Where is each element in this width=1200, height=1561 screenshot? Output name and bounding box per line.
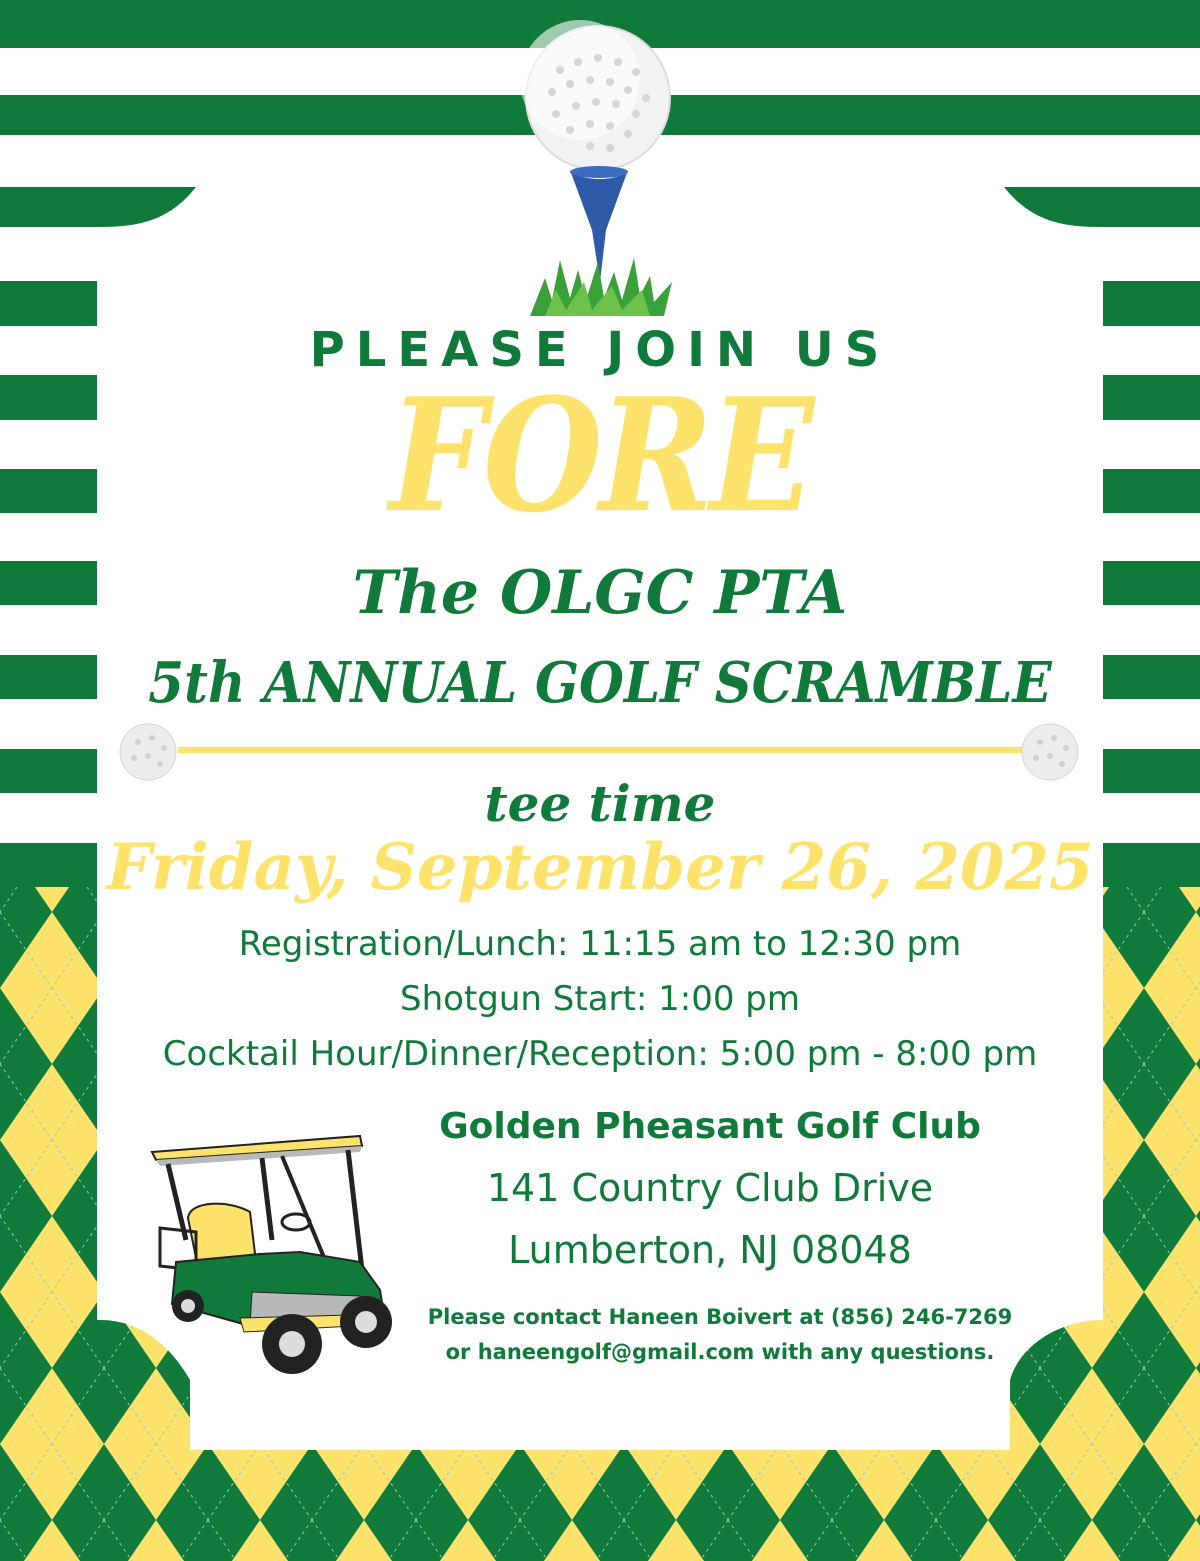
tee-time-label: tee time	[484, 774, 716, 833]
schedule-reception: Cocktail Hour/Dinner/Reception: 5:00 pm - 8:00 pm	[162, 1034, 1038, 1074]
please-join-heading: PLEASE JOIN US	[309, 322, 891, 378]
contact-phone-line: Please contact Haneen Boivert at (856) 246-7269	[427, 1305, 1013, 1329]
schedule-registration: Registration/Lunch: 11:15 am to 12:30 pm	[238, 924, 962, 964]
venue-name: Golden Pheasant Golf Club	[439, 1106, 981, 1147]
fore-title: FORE	[389, 364, 811, 547]
venue-street: 141 Country Club Drive	[486, 1166, 934, 1210]
contact-email-line: or haneengolf@gmail.com with any questions.	[445, 1340, 995, 1364]
event-title: 5th ANNUAL GOLF SCRAMBLE	[148, 650, 1052, 716]
venue-city: Lumberton, NJ 08048	[508, 1228, 912, 1272]
schedule-shotgun-start: Shotgun Start: 1:00 pm	[400, 979, 800, 1019]
event-date: Friday, September 26, 2025	[106, 830, 1094, 905]
host-name: The OLGC PTA	[352, 558, 848, 628]
